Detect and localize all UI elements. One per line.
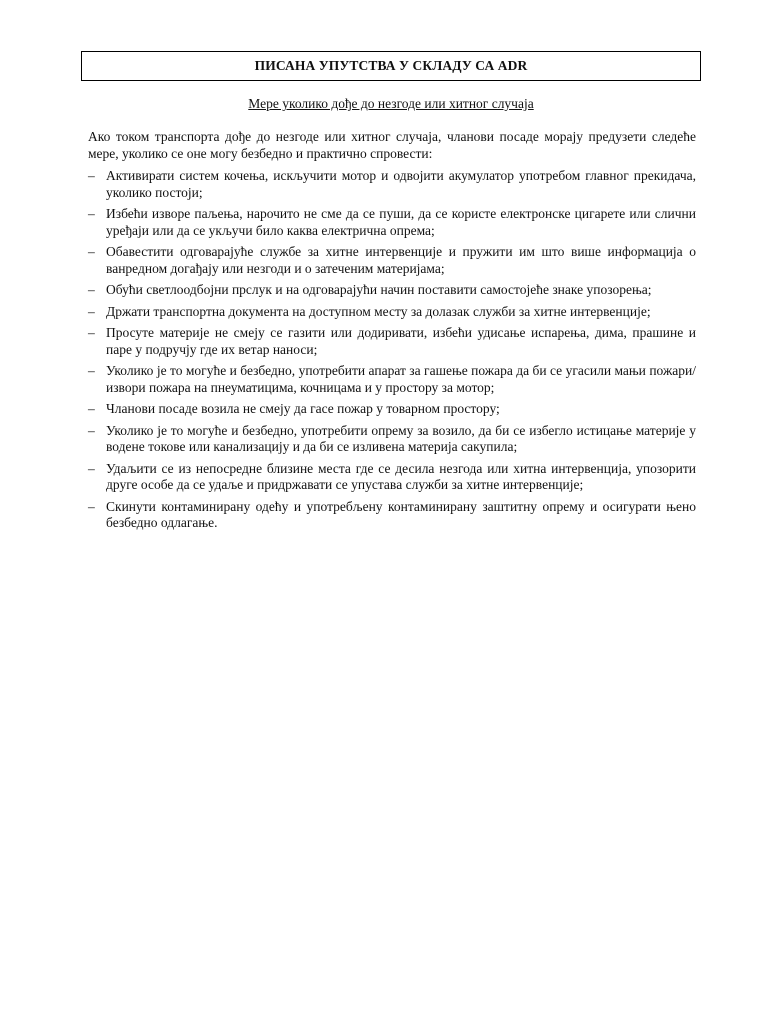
list-item — [88, 206, 696, 239]
list-item — [88, 168, 696, 201]
document-title: ПИСАНА УПУТСТВА У СКЛАДУ СА ADR — [254, 58, 528, 73]
list-item-text: Обући светлоодбојни прслук и на одговарајући начин поставити самостојеће знаке упозорења; — [106, 282, 652, 297]
list-item-text: Чланови посаде возила не смеју да гасе пожар у товарном простору; — [106, 401, 500, 416]
list-item-text: Обавестити одговарајуће службе за хитне интервенције и пружити им што више информација о ванредном догађају или незгоди и о затеченим материјама; — [106, 244, 696, 276]
list-item — [88, 461, 696, 494]
list-item-text: Скинути контаминирану одећу и употребљену контаминирану заштитну опрему и осигурати њено безбедно одлагање. — [106, 498, 696, 530]
list-item-text: Држати транспортна документа на доступном месту за долазак служби за хитне интервенције; — [106, 303, 651, 319]
bullet-dash: – — [88, 168, 95, 183]
list-item — [88, 499, 696, 532]
list-item — [88, 282, 696, 299]
title-box — [81, 51, 701, 81]
measures-list — [88, 168, 696, 537]
list-item-text: Уколико је то могуће и безбедно, употребити апарат за гашење пожара да би се угасили мањи пожари/извори пожара на пнеуматицима, кочницама и у простору за мотор; — [106, 363, 696, 395]
bullet-dash: – — [88, 206, 95, 221]
list-item-text: Активирати систем кочења, искључити мотор и одвојити акумулатор употребом главног прекидача, уколико постоји; — [106, 168, 696, 200]
bullet-dash: – — [88, 244, 95, 259]
bullet-dash: – — [88, 363, 95, 378]
list-item-text: Уколико је то могуће и безбедно, употребити опрему за возило, да би се избегло истицање материје у водене токове или канализацију и да би се изливена материја сакупила; — [106, 422, 696, 454]
list-item — [88, 401, 696, 418]
bullet-dash: – — [88, 282, 95, 297]
bullet-dash: – — [88, 460, 95, 476]
bullet-dash: – — [88, 498, 95, 514]
list-item-text: Удаљити се из непосредне близине места где се десила незгода или хитна интервенција, упозорити друге особе да се удаље и придржавати се упуставa служби за хитне интервенције; — [106, 460, 696, 492]
bullet-dash: – — [88, 303, 95, 319]
list-item — [88, 423, 696, 456]
bullet-dash: – — [88, 325, 95, 340]
bullet-dash: – — [88, 401, 95, 416]
section-subtitle: Мере уколико дође до незгоде или хитног случаја — [248, 96, 534, 111]
list-item-text: Просуте материје не смеју се газити или додиривати, избећи удисање испарења, дима, прашине и паре у подручју где их ветар наноси; — [106, 325, 696, 357]
list-item — [88, 304, 696, 321]
list-item — [88, 363, 696, 396]
intro-paragraph: Ако током транспорта дође до незгоде или хитног случаја, чланови посаде морају предузети следеће мере, уколико се оне могу безбедно и практично спровести: — [88, 129, 696, 161]
list-item — [88, 244, 696, 277]
list-item — [88, 325, 696, 358]
list-item-text: Избећи изворе паљења, нарочито не сме да се пуши, да се користе електронске цигарете или слични уређаји или да се укључи било каква електрична опрема; — [106, 206, 696, 238]
bullet-dash: – — [88, 422, 95, 438]
